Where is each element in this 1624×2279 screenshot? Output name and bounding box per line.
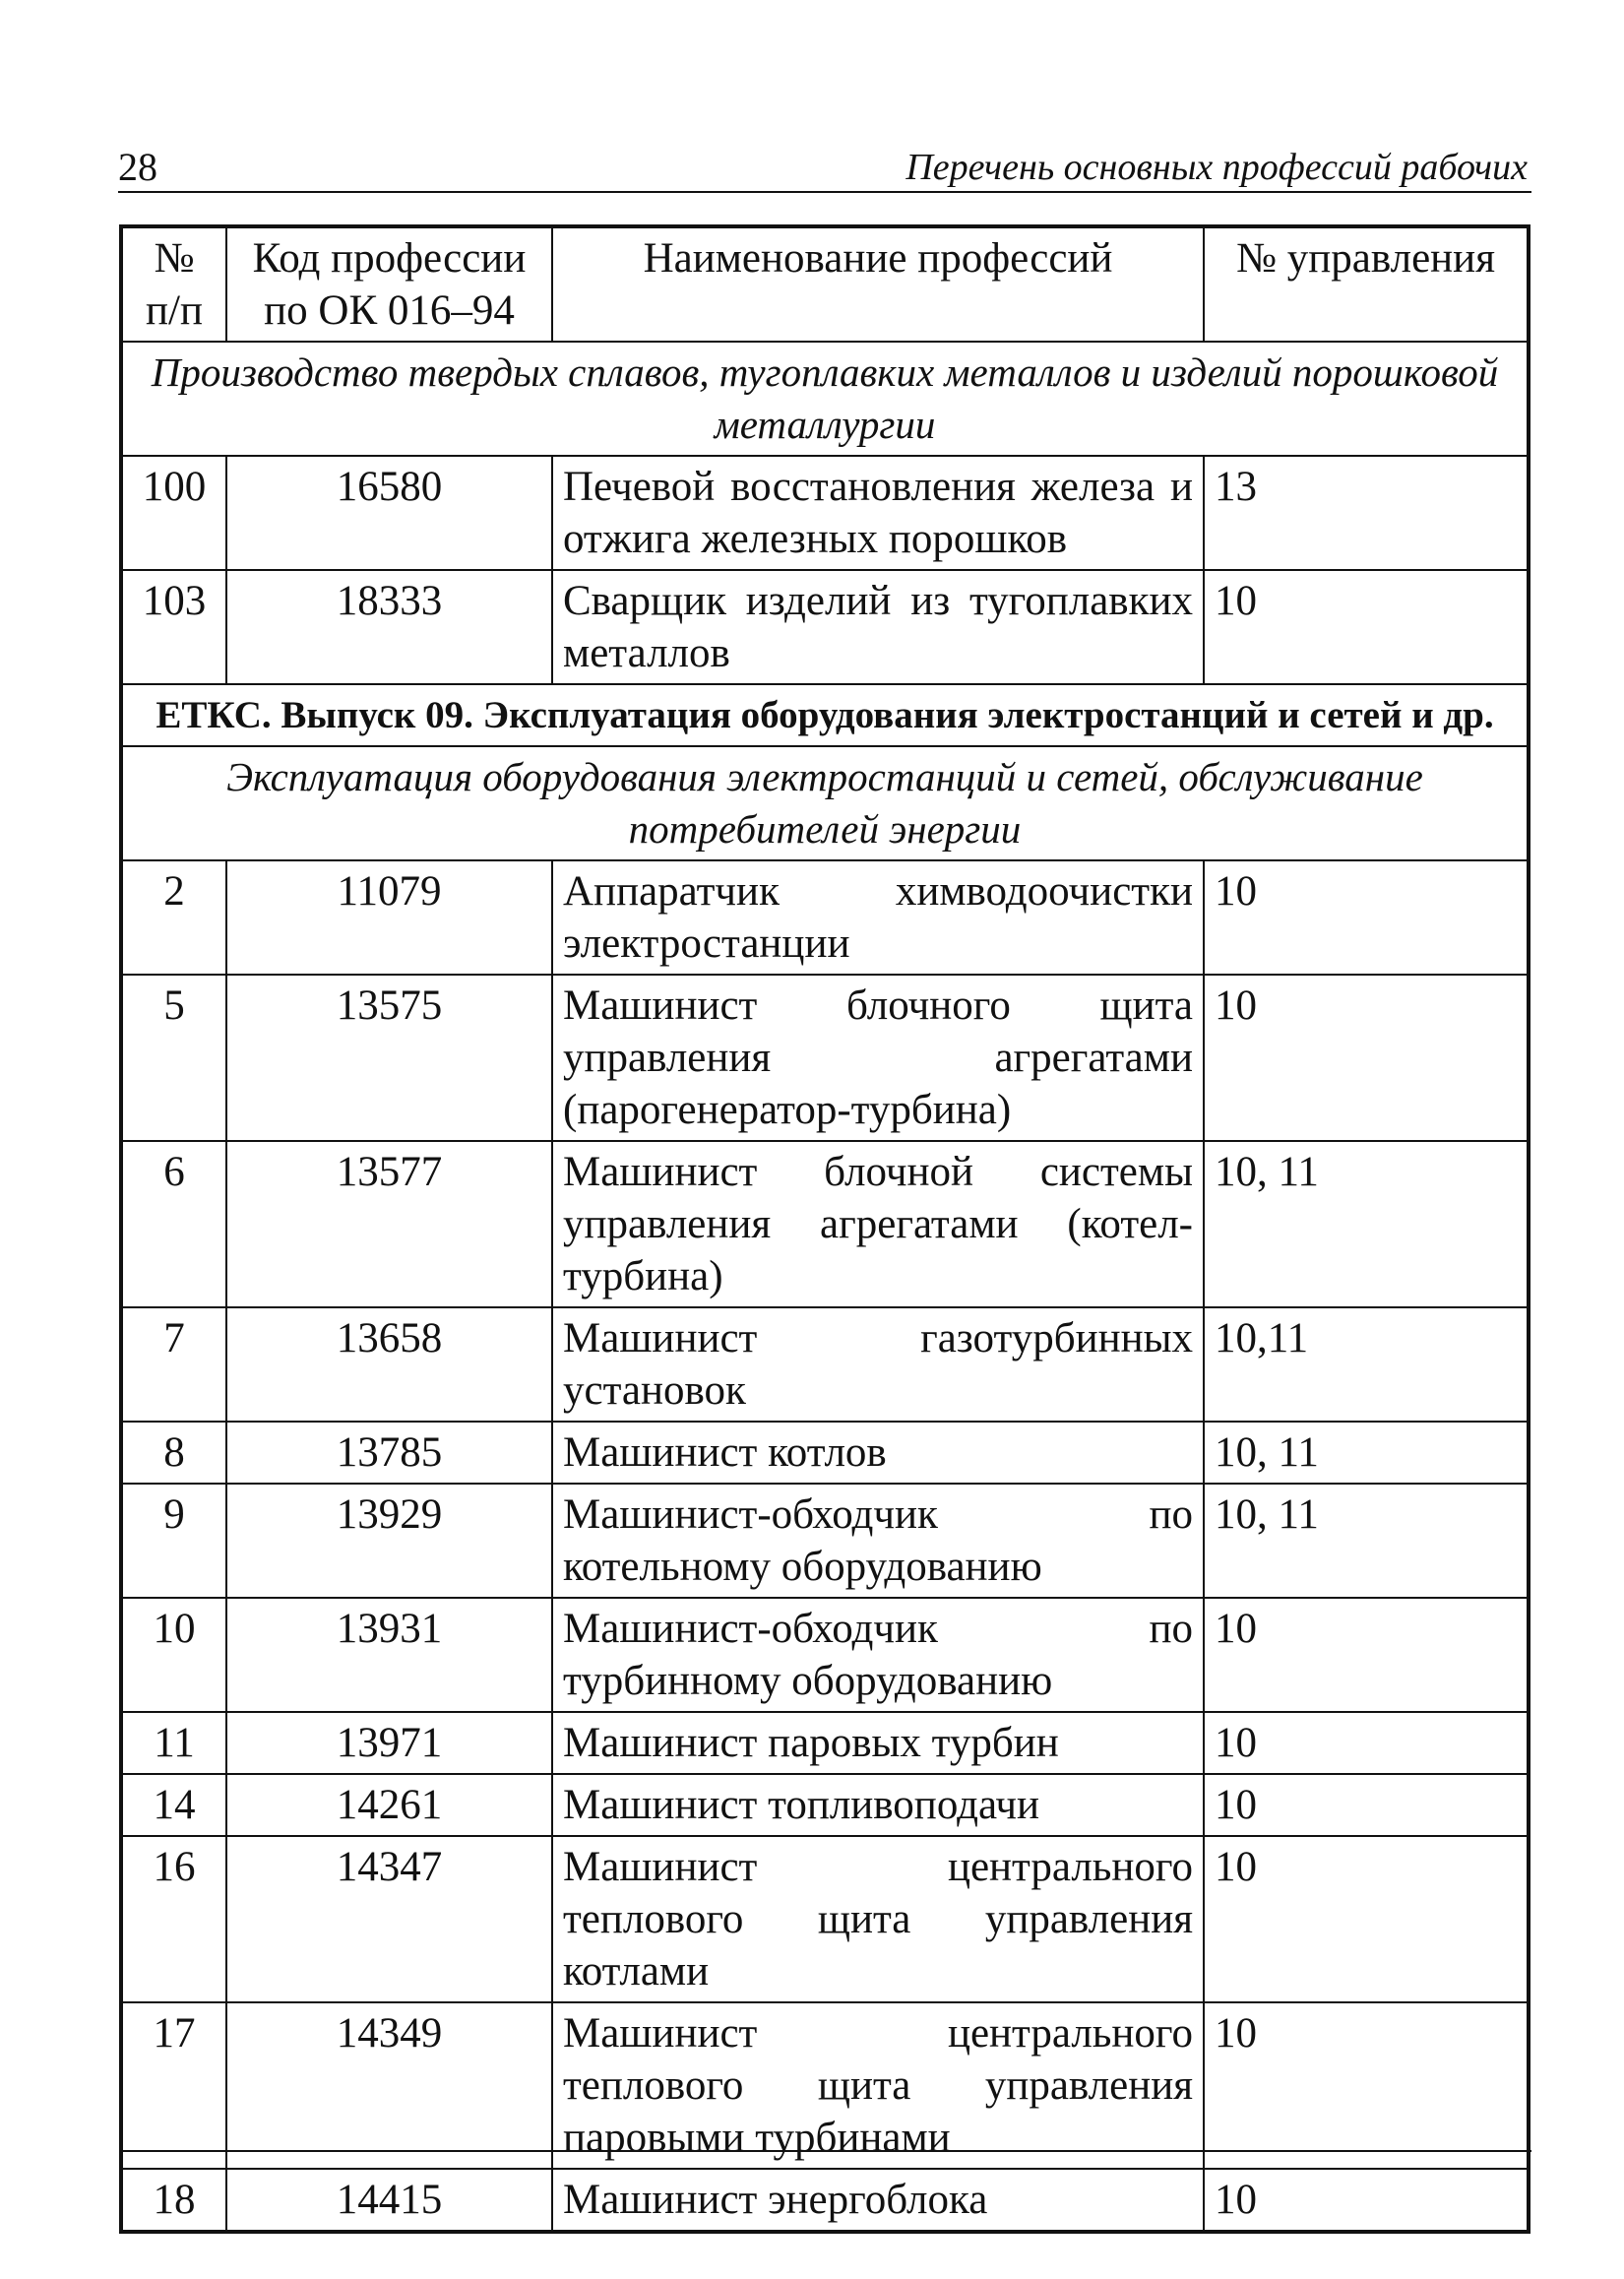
- cell-name: Машинист блочного щита управления агрегатами (парогенератор-турбина): [552, 975, 1204, 1141]
- section-subtitle-row: [121, 342, 1529, 456]
- section-subtitle: Эксплуатация оборудования электростанций и сетей, обслуживание потребителей энергии: [121, 746, 1529, 860]
- cell-code: 11079: [226, 860, 552, 975]
- table-header-row: [121, 226, 1529, 342]
- table-row: [121, 1484, 1529, 1598]
- cell-dept: 10: [1204, 1774, 1529, 1836]
- column-header-dept: № управления: [1204, 226, 1529, 342]
- cell-num: 100: [121, 456, 226, 570]
- cell-name: Машинист центрального теплового щита управления котлами: [552, 1836, 1204, 2002]
- cell-code: 13931: [226, 1598, 552, 1712]
- cell-code: 13575: [226, 975, 552, 1141]
- cell-num: 2: [121, 860, 226, 975]
- cell-code: 14347: [226, 1836, 552, 2002]
- column-header-num: № п/п: [121, 226, 226, 342]
- cell-name: Машинист-обходчик по турбинному оборудованию: [552, 1598, 1204, 1712]
- table-row: [121, 2169, 1529, 2232]
- cell-code: 13971: [226, 1712, 552, 1774]
- table-row: [121, 1307, 1529, 1422]
- cell-name: Машинист блочной системы управления агрегатами (котел-турбина): [552, 1141, 1204, 1307]
- cell-num: 9: [121, 1484, 226, 1598]
- cell-dept: 10: [1204, 1836, 1529, 2002]
- cell-num: 7: [121, 1307, 226, 1422]
- cell-code: 13577: [226, 1141, 552, 1307]
- table-row: [121, 570, 1529, 684]
- table-row: [121, 1712, 1529, 1774]
- cell-dept: 10: [1204, 570, 1529, 684]
- section-subtitle: Производство твердых сплавов, тугоплавких металлов и изделий порошковой металлургии: [121, 342, 1529, 456]
- section-subtitle-row: [121, 746, 1529, 860]
- column-header-code: Код профессии по ОК 016–94: [226, 226, 552, 342]
- cell-name: Машинист центрального теплового щита управления паровыми турбинами: [552, 2002, 1204, 2169]
- table-row: [121, 1422, 1529, 1484]
- table-row: [121, 1141, 1529, 1307]
- cell-name: Машинист энергоблока: [552, 2169, 1204, 2232]
- cell-code: 18333: [226, 570, 552, 684]
- table-row: [121, 1774, 1529, 1836]
- cell-name: Сварщик изделий из тугоплавких металлов: [552, 570, 1204, 684]
- cell-name: Печевой восстановления железа и отжига железных порошков: [552, 456, 1204, 570]
- table-row: [121, 975, 1529, 1141]
- table-row: [121, 2002, 1529, 2169]
- cell-name: Аппаратчик химводоочистки электростанции: [552, 860, 1204, 975]
- cell-num: 14: [121, 1774, 226, 1836]
- cell-num: 8: [121, 1422, 226, 1484]
- cell-num: 6: [121, 1141, 226, 1307]
- cell-dept: 10, 11: [1204, 1141, 1529, 1307]
- table-row: [121, 1836, 1529, 2002]
- cell-code: 14261: [226, 1774, 552, 1836]
- cell-dept: 10, 11: [1204, 1484, 1529, 1598]
- cell-num: 11: [121, 1712, 226, 1774]
- cell-code: 14415: [226, 2169, 552, 2232]
- column-header-name: Наименование профессий: [552, 226, 1204, 342]
- cell-dept: 10, 11: [1204, 1422, 1529, 1484]
- running-title: Перечень основных профессий рабочих: [906, 147, 1528, 188]
- footer-rule: [119, 2150, 1531, 2152]
- cell-code: 13658: [226, 1307, 552, 1422]
- cell-code: 14349: [226, 2002, 552, 2169]
- table-row: [121, 456, 1529, 570]
- professions-table: [119, 224, 1530, 2234]
- cell-num: 16: [121, 1836, 226, 2002]
- cell-dept: 10: [1204, 1598, 1529, 1712]
- cell-name: Машинист котлов: [552, 1422, 1204, 1484]
- cell-name: Машинист-обходчик по котельному оборудованию: [552, 1484, 1204, 1598]
- cell-dept: 10,11: [1204, 1307, 1529, 1422]
- cell-num: 5: [121, 975, 226, 1141]
- cell-name: Машинист топливоподачи: [552, 1774, 1204, 1836]
- table-row: [121, 860, 1529, 975]
- cell-dept: 10: [1204, 860, 1529, 975]
- cell-code: 16580: [226, 456, 552, 570]
- cell-dept: 10: [1204, 975, 1529, 1141]
- cell-dept: 10: [1204, 2169, 1529, 2232]
- cell-code: 13929: [226, 1484, 552, 1598]
- cell-num: 18: [121, 2169, 226, 2232]
- page-number: 28: [118, 145, 157, 189]
- cell-num: 17: [121, 2002, 226, 2169]
- cell-dept: 13: [1204, 456, 1529, 570]
- cell-code: 13785: [226, 1422, 552, 1484]
- cell-dept: 10: [1204, 1712, 1529, 1774]
- cell-dept: 10: [1204, 2002, 1529, 2169]
- cell-name: Машинист газотурбинных установок: [552, 1307, 1204, 1422]
- section-title: ЕТКС. Выпуск 09. Эксплуатация оборудования электростанций и сетей и др.: [121, 684, 1529, 746]
- cell-num: 103: [121, 570, 226, 684]
- header-rule: [118, 191, 1531, 193]
- section-title-row: [121, 684, 1529, 746]
- cell-num: 10: [121, 1598, 226, 1712]
- cell-name: Машинист паровых турбин: [552, 1712, 1204, 1774]
- table-row: [121, 1598, 1529, 1712]
